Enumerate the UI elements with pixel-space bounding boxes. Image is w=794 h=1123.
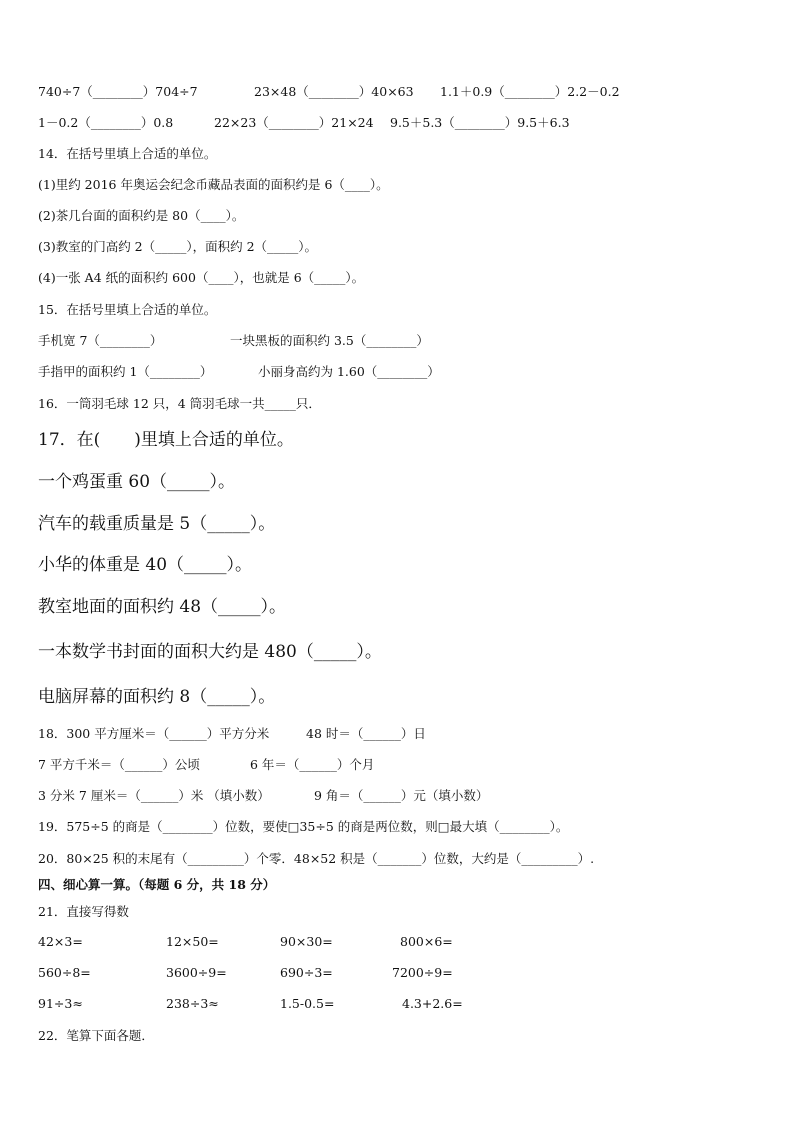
q18-item-4: 6 年＝（______）个月 xyxy=(250,757,375,772)
comparison-6: 9.5＋5.3（________）9.5＋6.3 xyxy=(390,115,570,130)
comparison-3: 1.1＋0.9（________）2.2－0.2 xyxy=(440,84,620,99)
calc-item: 690÷3= xyxy=(280,965,333,980)
q17-title: 17．在( )里填上合适的单位。 xyxy=(38,430,294,450)
calc-item: 1.5-0.5= xyxy=(280,996,335,1011)
q17-item-6: 电脑屏幕的面积约 8（_____）。 xyxy=(38,687,276,707)
q14-item-3: (3)教室的门高约 2（_____），面积约 2（_____）。 xyxy=(38,239,318,254)
q21-title: 21．直接写得数 xyxy=(38,904,129,919)
q18-item-3: 7 平方千米＝（______）公顷 xyxy=(38,757,200,772)
q18-item-1: 18．300 平方厘米＝（______）平方分米 xyxy=(38,726,270,741)
q14-item-2: (2)茶几台面的面积约是 80（____）。 xyxy=(38,208,245,223)
q17-item-1: 一个鸡蛋重 60（_____）。 xyxy=(38,472,236,492)
q16-text: 16．一筒羽毛球 12 只，4 筒羽毛球一共_____只． xyxy=(38,396,321,411)
calc-item: 12×50= xyxy=(166,934,219,949)
q18-item-5: 3 分米 7 厘米＝（______）米 （填小数） xyxy=(38,788,270,803)
q15-item-2: 一块黑板的面积约 3.5（________） xyxy=(230,333,429,348)
calc-item: 560÷8= xyxy=(38,965,91,980)
calc-item: 800×6= xyxy=(400,934,453,949)
q17-item-5: 一本数学书封面的面积大约是 480（_____）。 xyxy=(38,642,382,662)
q17-item-3: 小华的体重是 40（_____）。 xyxy=(38,555,253,575)
q17-item-4: 教室地面的面积约 48（_____）。 xyxy=(38,597,287,617)
q15-item-4: 小丽身高约为 1.60（________） xyxy=(258,364,440,379)
q17-item-2: 汽车的载重质量是 5（_____）。 xyxy=(38,514,276,534)
calc-item: 238÷3≈ xyxy=(166,996,219,1011)
calc-item: 91÷3≈ xyxy=(38,996,83,1011)
comparison-4: 1－0.2（________）0.8 xyxy=(38,115,174,130)
q15-item-3: 手指甲的面积约 1（________） xyxy=(38,364,213,379)
q18-item-6: 9 角＝（______）元（填小数） xyxy=(314,788,489,803)
section-4-title: 四、细心算一算。（每题 6 分，共 18 分） xyxy=(38,877,276,892)
calc-item: 90×30= xyxy=(280,934,333,949)
calc-item: 7200÷9= xyxy=(392,965,453,980)
q14-item-4: (4)一张 A4 纸的面积约 600（____），也就是 6（_____）。 xyxy=(38,270,365,285)
q20-text: 20．80×25 积的末尾有（_________）个零．48×52 积是（_______）位数，大约是（_________）. xyxy=(38,851,595,866)
q15-item-1: 手机宽 7（________） xyxy=(38,333,163,348)
calc-item: 4.3+2.6= xyxy=(402,996,463,1011)
comparison-2: 23×48（________）40×63 xyxy=(254,84,414,99)
q22-title: 22．笔算下面各题． xyxy=(38,1028,154,1043)
q14-item-1: (1)里约 2016 年奥运会纪念币藏品表面的面积约是 6（____）。 xyxy=(38,177,389,192)
q15-title: 15．在括号里填上合适的单位。 xyxy=(38,302,217,317)
calc-item: 42×3= xyxy=(38,934,83,949)
q18-item-2: 48 时＝（______）日 xyxy=(306,726,426,741)
comparison-5: 22×23（________）21×24 xyxy=(214,115,374,130)
comparison-1: 740÷7（________）704÷7 xyxy=(38,84,198,99)
calc-item: 3600÷9= xyxy=(166,965,227,980)
q14-title: 14．在括号里填上合适的单位。 xyxy=(38,146,217,161)
q19-text: 19．575÷5 的商是（________）位数，要使□35÷5 的商是两位数，则□最大填（________）。 xyxy=(38,819,569,834)
